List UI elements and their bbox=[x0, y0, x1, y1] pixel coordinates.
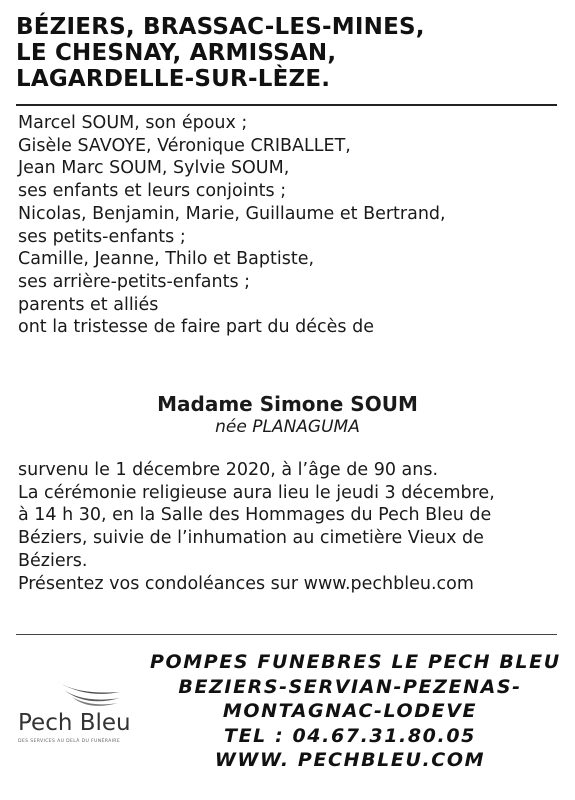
ceremony-line: à 14 h 30, en la Salle des Hommages du Pech Bleu de bbox=[18, 505, 492, 526]
family-line: parents et alliés bbox=[18, 294, 159, 315]
ceremony-line: Béziers, suivie de l’inhumation au cimetière Vieux de bbox=[18, 528, 484, 549]
location-line: LAGARDELLE-SUR-LÈZE. bbox=[16, 66, 331, 92]
family-line: Nicolas, Benjamin, Marie, Guillaume et Bertrand, bbox=[18, 203, 446, 224]
funeral-home-line: TEL : 04.67.31.80.05 bbox=[224, 724, 476, 747]
locations-header bbox=[16, 14, 556, 92]
family-line: ses arrière-petits-enfants ; bbox=[18, 271, 251, 292]
funeral-home-line: POMPES FUNEBRES LE PECH BLEU bbox=[150, 651, 561, 673]
ceremony-line: La cérémonie religieuse aura lieu le jeudi 3 décembre, bbox=[18, 482, 495, 503]
footer-divider bbox=[16, 634, 557, 635]
feather-wing-icon bbox=[54, 680, 124, 708]
family-line: Jean Marc SOUM, Sylvie SOUM, bbox=[18, 158, 290, 179]
family-list bbox=[18, 112, 558, 339]
family-line: ont la tristesse de faire part du décès de bbox=[18, 317, 374, 338]
pech-bleu-logo bbox=[18, 680, 158, 750]
ceremony-line: survenu le 1 décembre 2020, à l’âge de 90 ans. bbox=[18, 460, 439, 480]
funeral-home-line: BEZIERS-SERVIAN-PEZENAS- bbox=[178, 675, 522, 698]
family-line: Gisèle SAVOYE, Véronique CRIBALLET, bbox=[18, 135, 351, 156]
deceased-name: Madame Simone SOUM bbox=[157, 392, 418, 416]
ceremony-details bbox=[18, 459, 558, 595]
logo-brand-name: Pech Bleu bbox=[18, 710, 131, 736]
maiden-name: née PLANAGUMA bbox=[215, 417, 360, 437]
family-line: ses enfants et leurs conjoints ; bbox=[18, 181, 287, 202]
ceremony-line: Béziers. bbox=[18, 550, 88, 571]
funeral-home-line: WWW. PECHBLEU.COM bbox=[214, 749, 486, 771]
family-line: ses petits-enfants ; bbox=[18, 226, 186, 247]
family-line: Camille, Jeanne, Thilo et Baptiste, bbox=[18, 249, 315, 270]
logo-tagline: DES SERVICES AU DELÀ DU FUNÉRAIRE bbox=[18, 739, 121, 744]
family-line: Marcel SOUM, son époux ; bbox=[18, 113, 248, 133]
funeral-home-info bbox=[150, 650, 561, 773]
ceremony-line: Présentez vos condoléances sur www.pechbleu.com bbox=[18, 573, 474, 594]
deceased-block bbox=[0, 391, 575, 437]
location-line: BÉZIERS, BRASSAC-LES-MINES, bbox=[16, 14, 425, 40]
location-line: LE CHESNAY, ARMISSAN, bbox=[16, 40, 337, 66]
funeral-home-line: MONTAGNAC-LODEVE bbox=[222, 700, 478, 722]
header-divider bbox=[16, 104, 557, 106]
